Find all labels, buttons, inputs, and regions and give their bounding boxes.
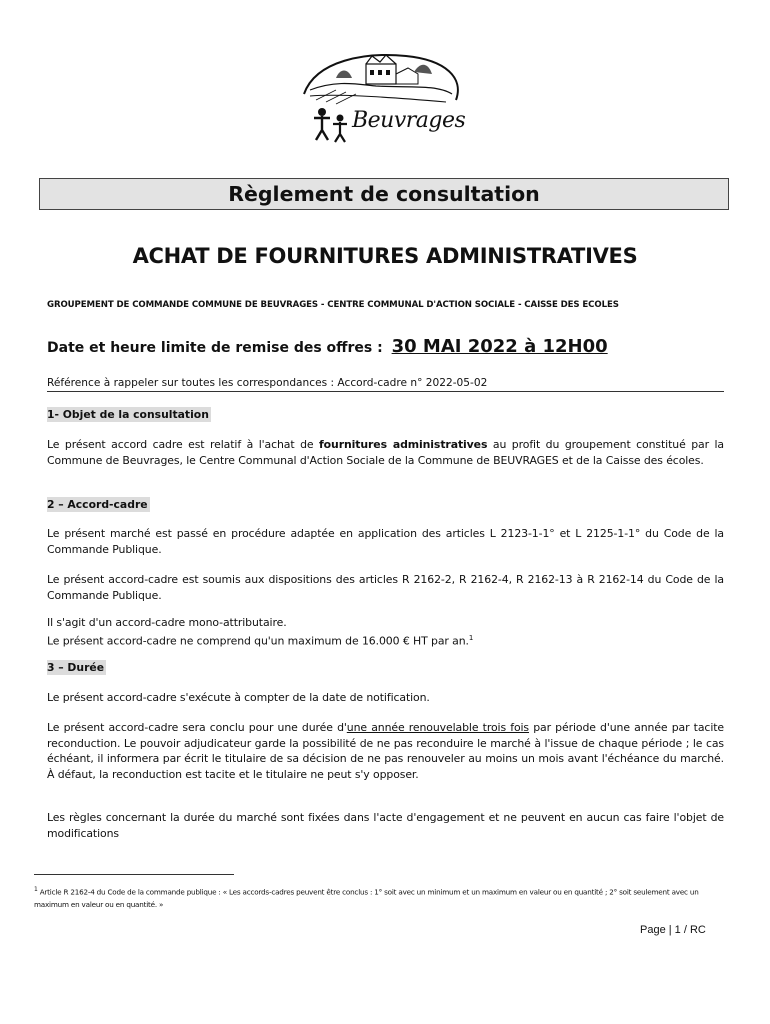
section-3-paragraph-2 <box>47 720 724 782</box>
text-run: au profit du groupement constitué par la Commune de Beuvrages, le Centre Communal d'Action Sociale de la Commune de BEUVRAGES et de la Caisse des écoles. <box>47 438 724 467</box>
deadline-date: 30 MAI 2022 à 12H00 <box>391 336 608 357</box>
section-2-paragraph-2: Le présent accord-cadre est soumis aux dispositions des articles R 2162-2, R 2162-4, R 2162-13 à R 2162-14 du Code de la Commande Publique. <box>47 573 724 602</box>
deadline-line <box>47 336 608 357</box>
beuvrages-logo <box>296 50 468 150</box>
section-3-paragraph-3: Les règles concernant la durée du marché sont fixées dans l'acte d'engagement et ne peuvent en aucun cas faire l'objet de modifications <box>47 811 724 840</box>
reference-line: Référence à rappeler sur toutes les correspondances : Accord-cadre n° 2022-05-02 <box>47 377 724 392</box>
footnote-reference: 1 <box>468 633 474 642</box>
text-line <box>47 631 724 649</box>
bold-text: fournitures administratives <box>319 438 488 451</box>
purchasing-group: GROUPEMENT DE COMMANDE COMMUNE DE BEUVRAGES - CENTRE COMMUNAL D'ACTION SOCIALE - CAISSE DES ECOLES <box>47 300 619 310</box>
text-run: Le présent accord cadre est relatif à l'achat de <box>47 438 320 451</box>
document-title: Règlement de consultation <box>39 178 729 210</box>
text-run: Le présent accord-cadre ne comprend qu'un maximum de 16.000 € HT par an. <box>47 634 469 648</box>
text-run: Le présent accord-cadre sera conclu pour une durée d' <box>47 721 347 734</box>
section-2-paragraph-1: Le présent marché est passé en procédure adaptée en application des articles L 2123-1-1° et L 2125-1-1° du Code de la Commande Publique. <box>47 527 724 556</box>
footnote-separator <box>34 874 234 875</box>
logo-wordmark: Beuvrages <box>352 108 466 133</box>
text-run: par période d'une année par tacite reconduction. Le pouvoir adjudicateur garde la possibilité de ne pas reconduire le marché à l'issue de chaque période ; le cas échéant, il informera par écrit le titulaire de sa décision de ne pas renouveler au moins un mois avant l'échéance du marché. À défaut, la reconduction est tacite et le titulaire ne peut s'y opposer. <box>47 721 725 781</box>
text-line: Il s'agit d'un accord-cadre mono-attributaire. <box>47 616 287 629</box>
underlined-text: une année renouvelable trois fois <box>346 721 530 734</box>
document-subtitle: ACHAT DE FOURNITURES ADMINISTRATIVES <box>132 244 638 268</box>
footnote-number: 1 <box>34 886 38 893</box>
section-2-paragraph-3 <box>47 615 724 649</box>
deadline-label: Date et heure limite de remise des offres : <box>47 340 383 356</box>
footnote <box>34 883 724 911</box>
section-1-paragraph <box>47 437 724 468</box>
footnote-text: Article R 2162-4 du Code de la commande publique : « Les accords-cadres peuvent être conclus : 1° soit avec un minimum et un maximum en valeur ou en quantité ; 2° soit seulement avec un maximum en valeur ou en quantité. » <box>34 887 699 910</box>
section-3-heading: 3 – Durée <box>47 661 105 674</box>
section-1-heading: 1- Objet de la consultation <box>47 408 209 421</box>
section-2-heading: 2 – Accord-cadre <box>47 498 148 511</box>
page-number: Page | 1 / RC <box>640 924 706 936</box>
section-3-paragraph-1: Le présent accord-cadre s'exécute à compter de la date de notification. <box>47 691 430 704</box>
